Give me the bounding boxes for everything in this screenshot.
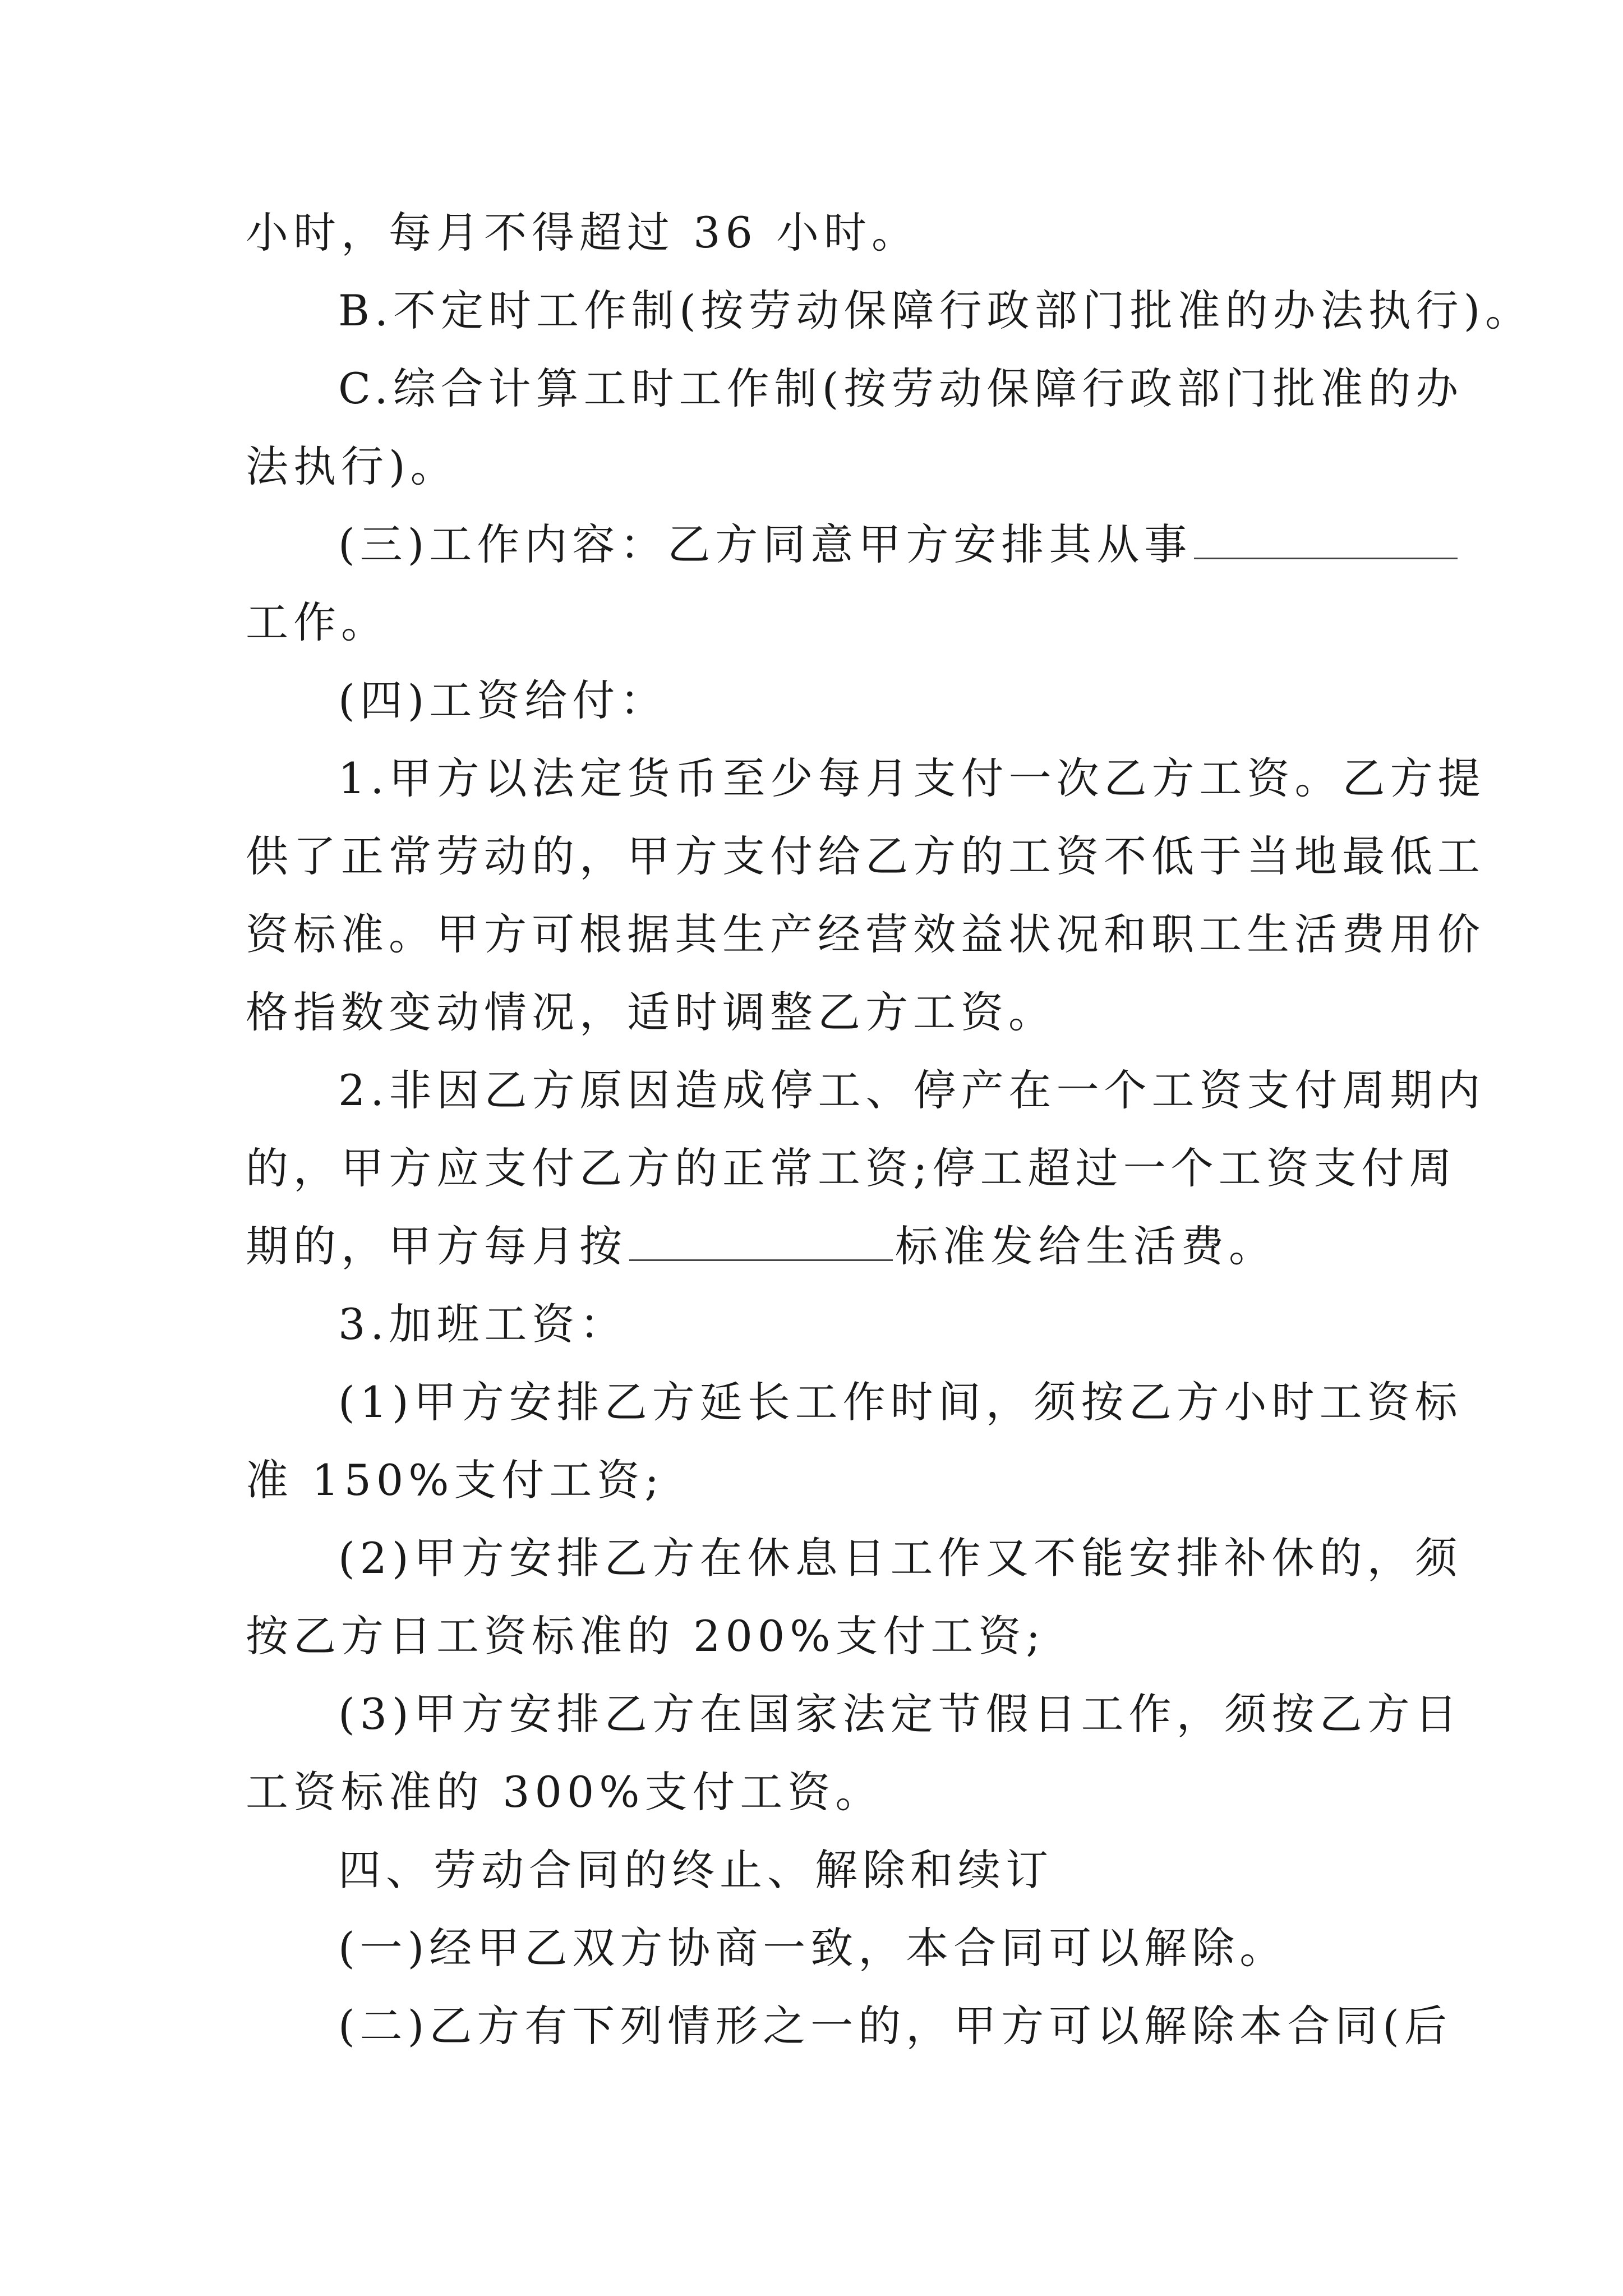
text-line: C.综合计算工时工作制(按劳动保障行政部门批准的办	[338, 364, 1464, 413]
text-line: 供了正常劳动的，甲方支付给乙方的工资不低于当地最低工	[246, 831, 1485, 881]
text-line: (2)甲方安排乙方在休息日工作又不能安排补休的，须	[338, 1533, 1463, 1583]
text-line: B.不定时工作制(按劳动保障行政部门批准的办法执行)。	[338, 286, 1533, 335]
text-line: 按乙方日工资标准的 200%支付工资;	[246, 1611, 1046, 1661]
fill-in-blank[interactable]	[629, 1226, 893, 1261]
section-heading: (四)工资给付：	[338, 675, 668, 725]
text-line: 的，甲方应支付乙方的正常工资;停工超过一个工资支付周	[246, 1143, 1457, 1193]
text-line: 格指数变动情况，适时调整乙方工资。	[246, 987, 1056, 1037]
text-line: 2.非因乙方原因造成停工、停产在一个工资支付周期内	[338, 1065, 1486, 1115]
text-line: 准 150%支付工资;	[246, 1455, 665, 1505]
text-line: 小时，每月不得超过 36 小时。	[246, 208, 920, 257]
document-body	[246, 194, 1533, 2065]
text-line: 1.甲方以法定货币至少每月支付一次乙方工资。乙方提	[338, 753, 1486, 803]
text-line: (一)经甲乙双方协商一致，本合同可以解除。	[338, 1923, 1288, 1973]
text-line-with-blank: 期的，甲方每月按 标准发给生活费。	[246, 1221, 1276, 1271]
text-line: (3)甲方安排乙方在国家法定节假日工作，须按乙方日	[338, 1689, 1463, 1739]
text-line: 工资标准的 300%支付工资。	[246, 1767, 883, 1817]
fill-in-blank[interactable]	[1194, 524, 1458, 559]
text-line: (1)甲方安排乙方延长工作时间，须按乙方小时工资标	[338, 1377, 1463, 1427]
text-line: 资标准。甲方可根据其生产经营效益状况和职工生活费用价	[246, 909, 1485, 959]
section-heading: 3.加班工资：	[338, 1299, 628, 1349]
text-line: 工作。	[246, 597, 389, 647]
text-line-with-blank: (三)工作内容：乙方同意甲方安排其从事	[246, 505, 1390, 583]
text-line: (二)乙方有下列情形之一的，甲方可以解除本合同(后	[338, 2001, 1452, 2051]
text-line: 法执行)。	[246, 441, 458, 491]
section-heading: 四、劳动合同的终止、解除和续订	[338, 1845, 1053, 1895]
